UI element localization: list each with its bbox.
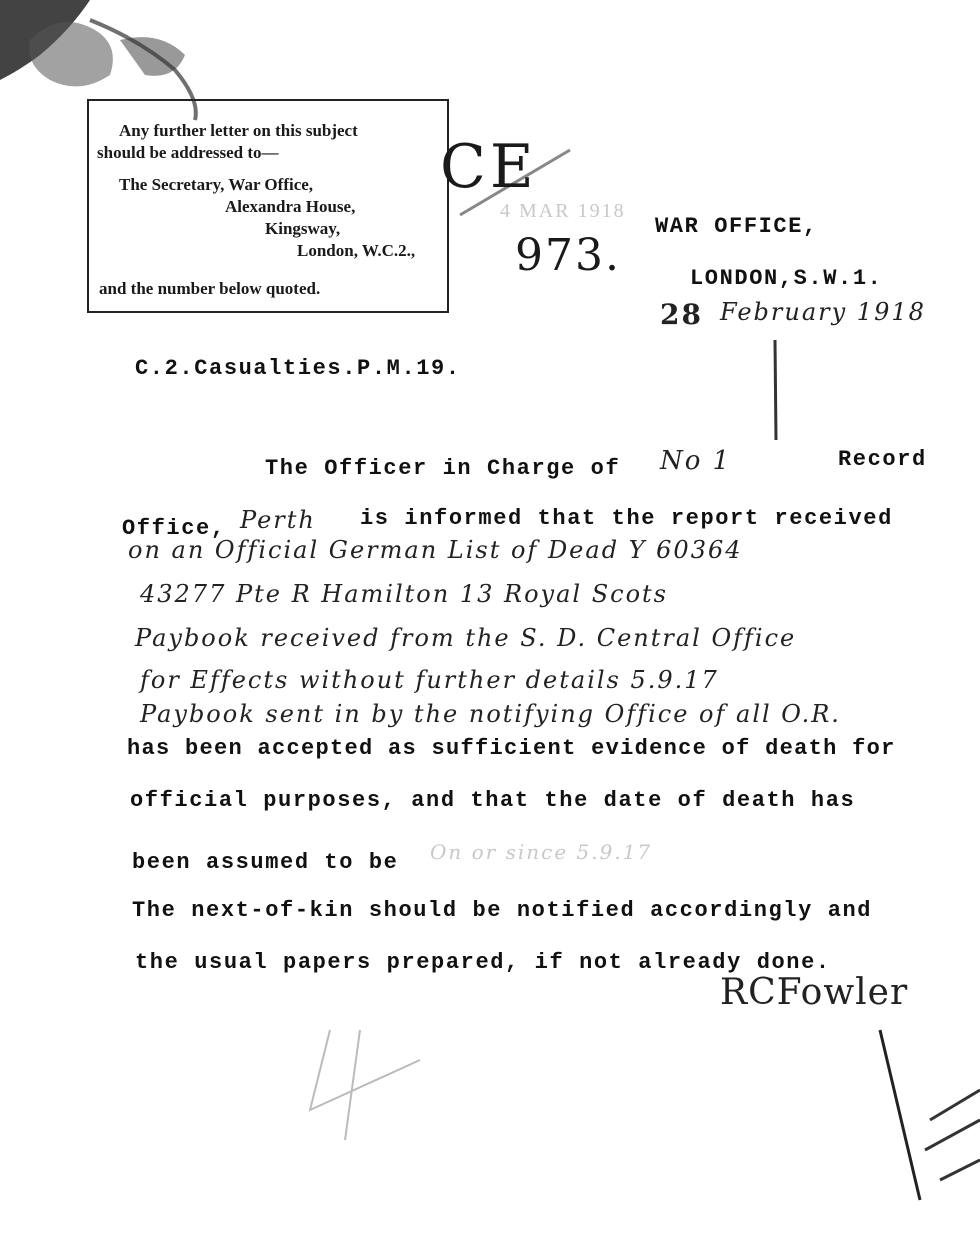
record-office-place: Perth	[240, 506, 316, 534]
ink-blot-flower	[29, 22, 113, 86]
date-day: 28	[660, 298, 703, 331]
address-box	[87, 99, 449, 313]
body-line1-prefix: The Officer in Charge of	[265, 456, 621, 481]
handwritten-detail-1: on an Official German List of Dead Y 60364	[128, 536, 743, 564]
address-line-7: and the number below quoted.	[99, 279, 321, 298]
header-address: LONDON,S.W.1.	[690, 266, 883, 291]
pencil-vertical-mark	[775, 340, 776, 440]
handwritten-detail-4: for Effects without further details 5.9.17	[140, 666, 719, 694]
header-office: WAR OFFICE,	[655, 214, 818, 239]
file-number-annotation: 973.	[515, 230, 621, 281]
assumed-death-date: On or since 5.9.17	[430, 840, 653, 864]
body-line3: has been accepted as sufficient evidence of death for	[127, 736, 896, 761]
date-month-year: February 1918	[720, 298, 926, 326]
address-line-3: The Secretary, War Office,	[119, 175, 314, 194]
body-line2-suffix: is informed that the report received	[360, 506, 893, 531]
margin-line-right	[880, 1030, 920, 1200]
margin-number-mark	[320, 1020, 379, 1125]
record-office-number: No 1	[660, 446, 732, 476]
handwritten-detail-5: Paybook sent in by the notifying Office of all O.R.	[140, 700, 841, 728]
received-stamp: 4 MAR 1918	[500, 200, 626, 222]
initials-annotation: CE	[440, 132, 538, 202]
body-line5: been assumed to be	[132, 850, 399, 875]
signature: RCFowler	[720, 972, 909, 1013]
handwritten-detail-2: 43277 Pte R Hamilton 13 Royal Scots	[140, 580, 668, 608]
address-line-2: should be addressed to—	[97, 143, 279, 162]
address-line-1: Any further letter on this subject	[119, 121, 358, 140]
body-line7: the usual papers prepared, if not already done.	[135, 950, 831, 975]
address-line-5: Kingsway,	[265, 219, 341, 238]
address-line-4: Alexandra House,	[225, 197, 356, 216]
margin-marks-right	[925, 1090, 980, 1180]
address-line-6: London, W.C.2.,	[297, 241, 416, 260]
body-line1-suffix: Record	[838, 447, 927, 472]
body-line2-prefix: Office,	[122, 516, 226, 541]
reference-number: C.2.Casualties.P.M.19.	[135, 356, 461, 381]
body-line4: official purposes, and that the date of death has	[130, 788, 856, 813]
body-line6: The next-of-kin should be notified accordingly and	[132, 898, 873, 923]
handwritten-detail-3: Paybook received from the S. D. Central Office	[135, 624, 797, 652]
